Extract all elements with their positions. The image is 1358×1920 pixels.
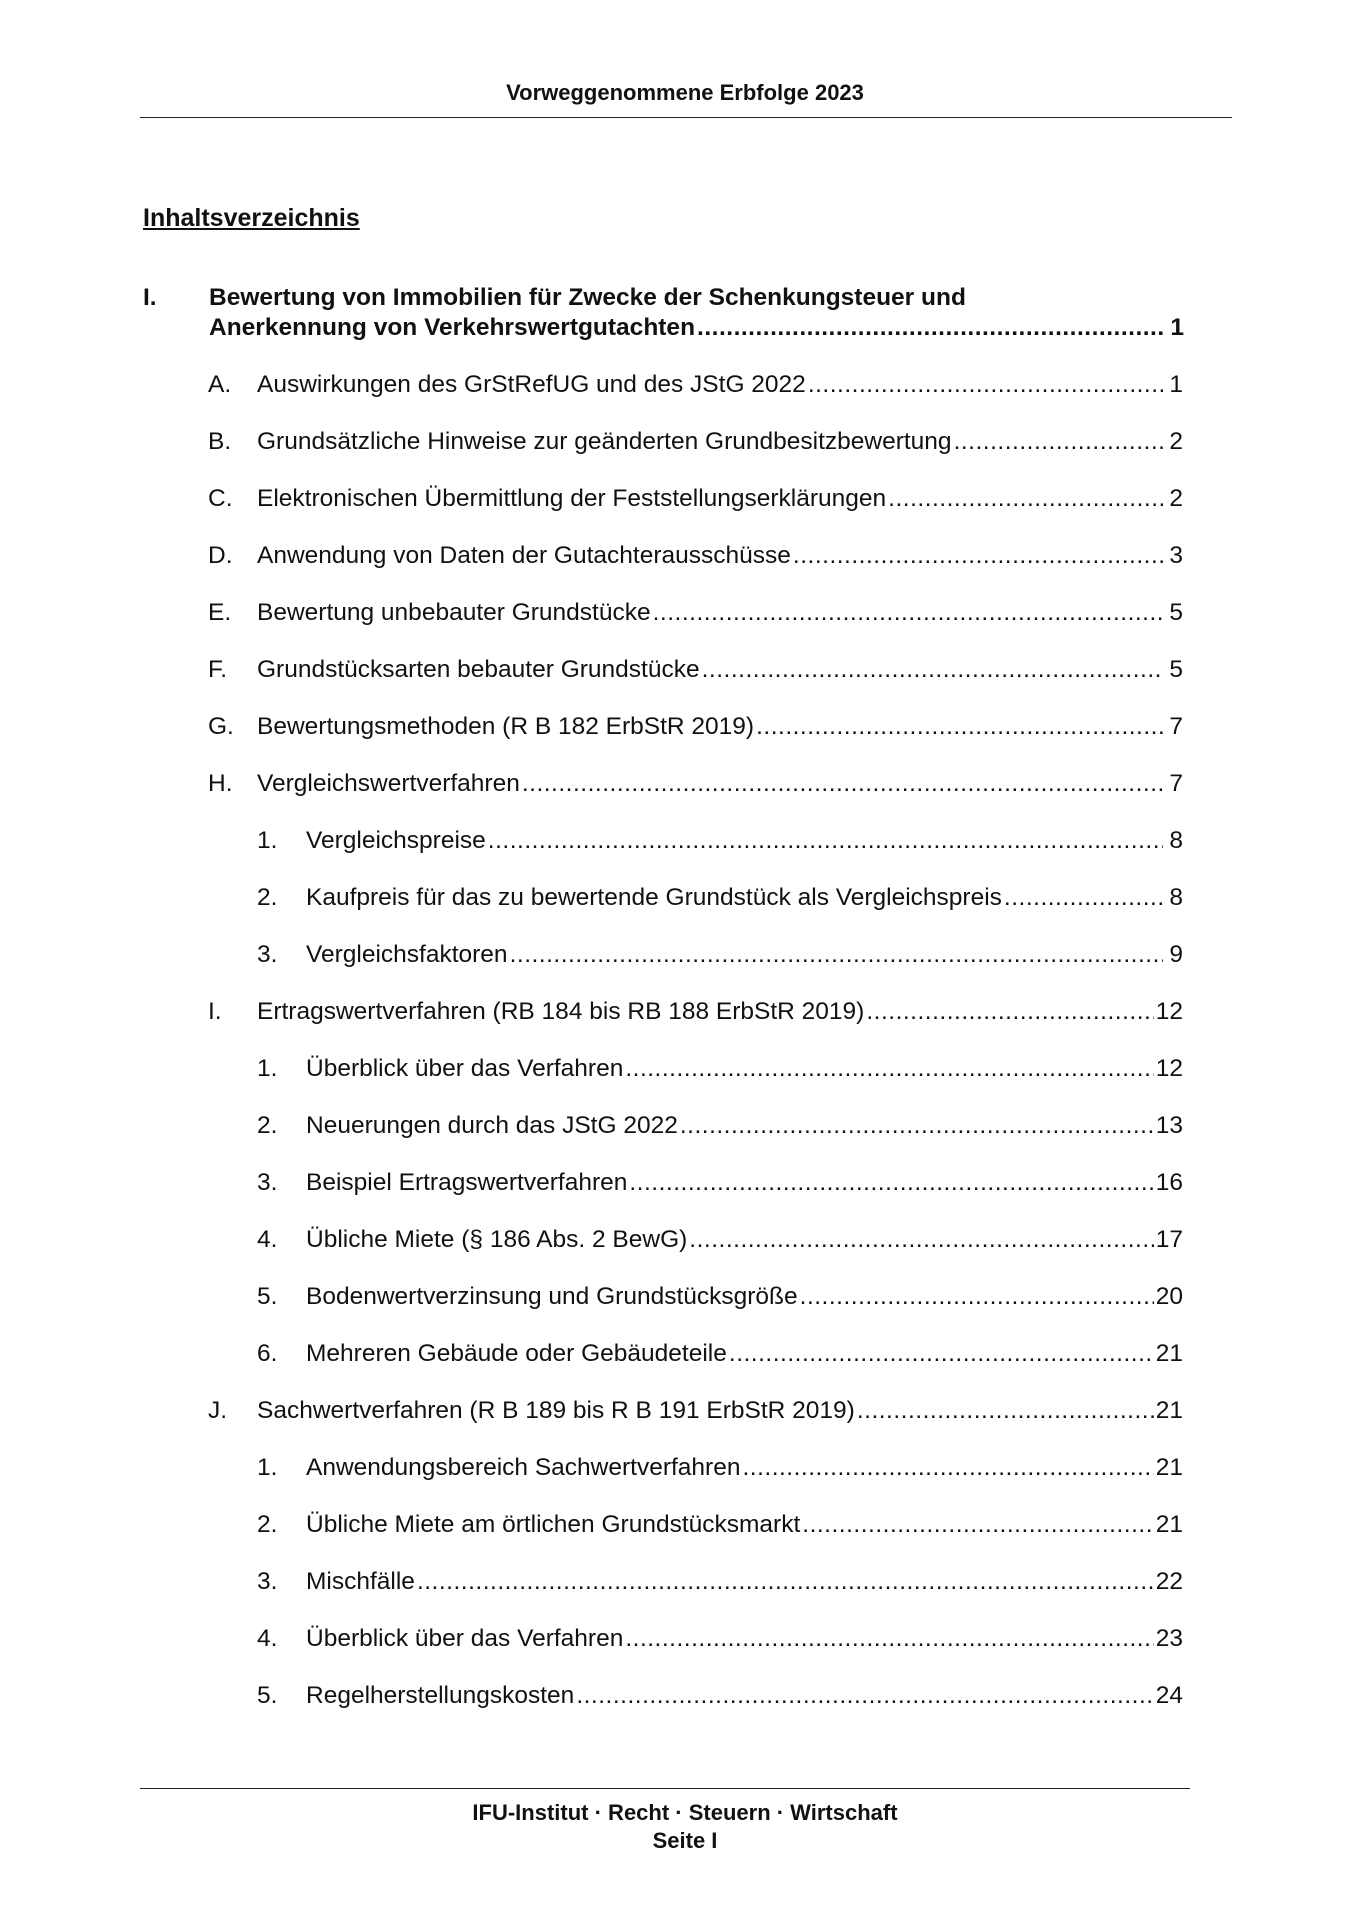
dot-leader — [625, 1055, 1153, 1083]
toc-page-number: 21 — [1155, 1511, 1183, 1538]
dot-leader — [802, 1511, 1153, 1539]
toc-entry-j-5 — [257, 1682, 1183, 1714]
toc-entry-label: F. — [208, 656, 228, 683]
toc-entry-label: B. — [208, 428, 232, 455]
toc-page-number: 7 — [1169, 770, 1183, 797]
toc-entry-text: Vergleichsfaktoren — [306, 941, 508, 968]
header-divider — [140, 117, 1232, 118]
toc-section-title-line2 — [209, 313, 1184, 343]
footer-institute: IFU-Institut · Recht · Steuern · Wirtschaft — [472, 1800, 898, 1825]
dot-leader — [756, 713, 1163, 741]
toc-entry-label: 3. — [257, 1169, 278, 1196]
toc-entry-text: Auswirkungen des GrStRefUG und des JStG 2022 — [257, 371, 806, 398]
dot-leader — [888, 485, 1163, 513]
toc-entry-text: Regelherstellungskosten — [306, 1682, 575, 1709]
toc-page-number: 9 — [1169, 941, 1183, 968]
toc-entry-i-2 — [257, 1112, 1183, 1144]
toc-entry-label: J. — [208, 1397, 228, 1424]
toc-entry-label: E. — [208, 599, 232, 626]
toc-entry-g — [208, 713, 1183, 745]
toc-page-number: 7 — [1169, 713, 1183, 740]
toc-page-number: 13 — [1155, 1112, 1183, 1139]
toc-entry-i-4 — [257, 1226, 1183, 1258]
toc-entry-f — [208, 656, 1183, 688]
toc-entry-h-1 — [257, 827, 1183, 859]
dot-leader — [729, 1340, 1154, 1368]
toc-entry-i-1 — [257, 1055, 1183, 1087]
toc-entry-text: Kaufpreis für das zu bewertende Grundstück als Vergleichspreis — [306, 884, 1002, 911]
toc-page-number: 17 — [1155, 1226, 1183, 1253]
toc-page-number: 22 — [1155, 1568, 1183, 1595]
toc-page-number: 5 — [1169, 656, 1183, 683]
toc-entry-label: 4. — [257, 1226, 278, 1253]
dot-leader — [510, 941, 1163, 969]
toc-entry-c — [208, 485, 1183, 517]
dot-leader — [522, 770, 1163, 798]
toc-page-number: 24 — [1155, 1682, 1183, 1709]
toc-section-title-line1: Bewertung von Immobilien für Zwecke der Schenkungsteuer und — [209, 284, 966, 311]
toc-entry-h — [208, 770, 1183, 802]
dot-leader — [576, 1682, 1153, 1710]
toc-entry-label: 6. — [257, 1340, 278, 1367]
toc-entry-j-2 — [257, 1511, 1183, 1543]
toc-entry-e — [208, 599, 1183, 631]
footer-divider — [140, 1788, 1190, 1789]
toc-entry-j-1 — [257, 1454, 1183, 1486]
toc-entry-i-6 — [257, 1340, 1183, 1372]
dot-leader — [808, 371, 1163, 399]
toc-entry-text: Überblick über das Verfahren — [306, 1625, 624, 1652]
toc-entry-label: 4. — [257, 1625, 278, 1652]
toc-page-number: 21 — [1155, 1397, 1183, 1424]
toc-page-number: 8 — [1169, 827, 1183, 854]
dot-leader — [702, 656, 1163, 684]
dot-leader — [653, 599, 1163, 627]
toc-entry-text: Mischfälle — [306, 1568, 415, 1595]
toc-entry-a — [208, 371, 1183, 403]
footer-page-number: Seite I — [652, 1828, 718, 1853]
toc-entry-text: Vergleichspreise — [306, 827, 486, 854]
toc-entry-j — [208, 1397, 1183, 1429]
toc-entry-text: Beispiel Ertragswertverfahren — [306, 1169, 628, 1196]
toc-entry-j-4 — [257, 1625, 1183, 1657]
toc-entry-label: 2. — [257, 1511, 278, 1538]
toc-section-title-text: Anerkennung von Verkehrswertgutachten — [209, 314, 696, 341]
dot-leader — [857, 1397, 1154, 1425]
toc-page-number: 20 — [1155, 1283, 1183, 1310]
toc-entry-label: I. — [208, 998, 222, 1025]
toc-page-number: 8 — [1169, 884, 1183, 911]
toc-page-number: 2 — [1169, 485, 1183, 512]
toc-entry-i-3 — [257, 1169, 1183, 1201]
toc-entry-h-2 — [257, 884, 1183, 916]
toc-page-number: 21 — [1155, 1340, 1183, 1367]
toc-entry-text: Übliche Miete am örtlichen Grundstücksmarkt — [306, 1511, 801, 1538]
toc-entry-label: A. — [208, 371, 232, 398]
toc-entry-label: 1. — [257, 1055, 278, 1082]
toc-entry-label: 2. — [257, 884, 278, 911]
toc-entry-text: Ertragswertverfahren (RB 184 bis RB 188 ErbStR 2019) — [257, 998, 865, 1025]
toc-entry-label: 3. — [257, 1568, 278, 1595]
dot-leader — [793, 542, 1163, 570]
toc-entry-label: 5. — [257, 1283, 278, 1310]
running-header: Vorweggenommene Erbfolge 2023 — [506, 80, 864, 105]
dot-leader — [1004, 884, 1163, 912]
toc-entry-text: Bewertung unbebauter Grundstücke — [257, 599, 651, 626]
toc-entry-label: H. — [208, 770, 233, 797]
toc-entry-text: Neuerungen durch das JStG 2022 — [306, 1112, 678, 1139]
toc-page-number: 2 — [1169, 428, 1183, 455]
dot-leader — [488, 827, 1163, 855]
toc-page-number: 21 — [1155, 1454, 1183, 1481]
toc-page-number: 1 — [1170, 314, 1184, 341]
toc-page-number: 5 — [1169, 599, 1183, 626]
toc-entry-text: Anwendungsbereich Sachwertverfahren — [306, 1454, 741, 1481]
toc-entry-b — [208, 428, 1183, 460]
toc-heading: Inhaltsverzeichnis — [143, 204, 360, 232]
dot-leader — [742, 1454, 1153, 1482]
toc-entry-label: G. — [208, 713, 234, 740]
toc-entry-text: Vergleichswertverfahren — [257, 770, 520, 797]
toc-entry-i — [208, 998, 1183, 1030]
toc-entry-label: 1. — [257, 1454, 278, 1481]
toc-entry-label: C. — [208, 485, 233, 512]
toc-entry-text: Sachwertverfahren (R B 189 bis R B 191 ErbStR 2019) — [257, 1397, 855, 1424]
dot-leader — [800, 1283, 1154, 1311]
toc-entry-text: Bodenwertverzinsung und Grundstücksgröße — [306, 1283, 798, 1310]
dot-leader — [866, 998, 1153, 1026]
toc-entry-label: 3. — [257, 941, 278, 968]
dot-leader — [680, 1112, 1154, 1140]
toc-section-number: I. — [143, 284, 157, 311]
toc-entry-text: Grundsätzliche Hinweise zur geänderten Grundbesitzbewertung — [257, 428, 952, 455]
toc-entry-h-3 — [257, 941, 1183, 973]
toc-entry-label: 1. — [257, 827, 278, 854]
toc-page-number: 3 — [1169, 542, 1183, 569]
toc-entry-text: Grundstücksarten bebauter Grundstücke — [257, 656, 700, 683]
toc-entry-text: Überblick über das Verfahren — [306, 1055, 624, 1082]
dot-leader — [417, 1568, 1154, 1596]
dot-leader — [954, 428, 1163, 456]
toc-entry-text: Elektronischen Übermittlung der Feststellungserklärungen — [257, 485, 887, 512]
toc-entry-label: 2. — [257, 1112, 278, 1139]
toc-page-number: 12 — [1155, 1055, 1183, 1082]
toc-page-number: 12 — [1155, 998, 1183, 1025]
toc-entry-i-5 — [257, 1283, 1183, 1315]
toc-page-number: 1 — [1169, 371, 1183, 398]
dot-leader — [629, 1169, 1153, 1197]
dot-leader — [625, 1625, 1153, 1653]
toc-entry-text: Anwendung von Daten der Gutachterausschüsse — [257, 542, 791, 569]
toc-entry-label: 5. — [257, 1682, 278, 1709]
toc-entry-text: Mehreren Gebäude oder Gebäudeteile — [306, 1340, 727, 1367]
dot-leader — [697, 313, 1164, 343]
dot-leader — [689, 1226, 1153, 1254]
toc-entry-text: Bewertungsmethoden (R B 182 ErbStR 2019) — [257, 713, 755, 740]
toc-entry-d — [208, 542, 1183, 574]
toc-page-number: 16 — [1155, 1169, 1183, 1196]
toc-entry-text: Übliche Miete (§ 186 Abs. 2 BewG) — [306, 1226, 688, 1253]
toc-entry-j-3 — [257, 1568, 1183, 1600]
toc-entry-label: D. — [208, 542, 233, 569]
toc-page-number: 23 — [1155, 1625, 1183, 1652]
